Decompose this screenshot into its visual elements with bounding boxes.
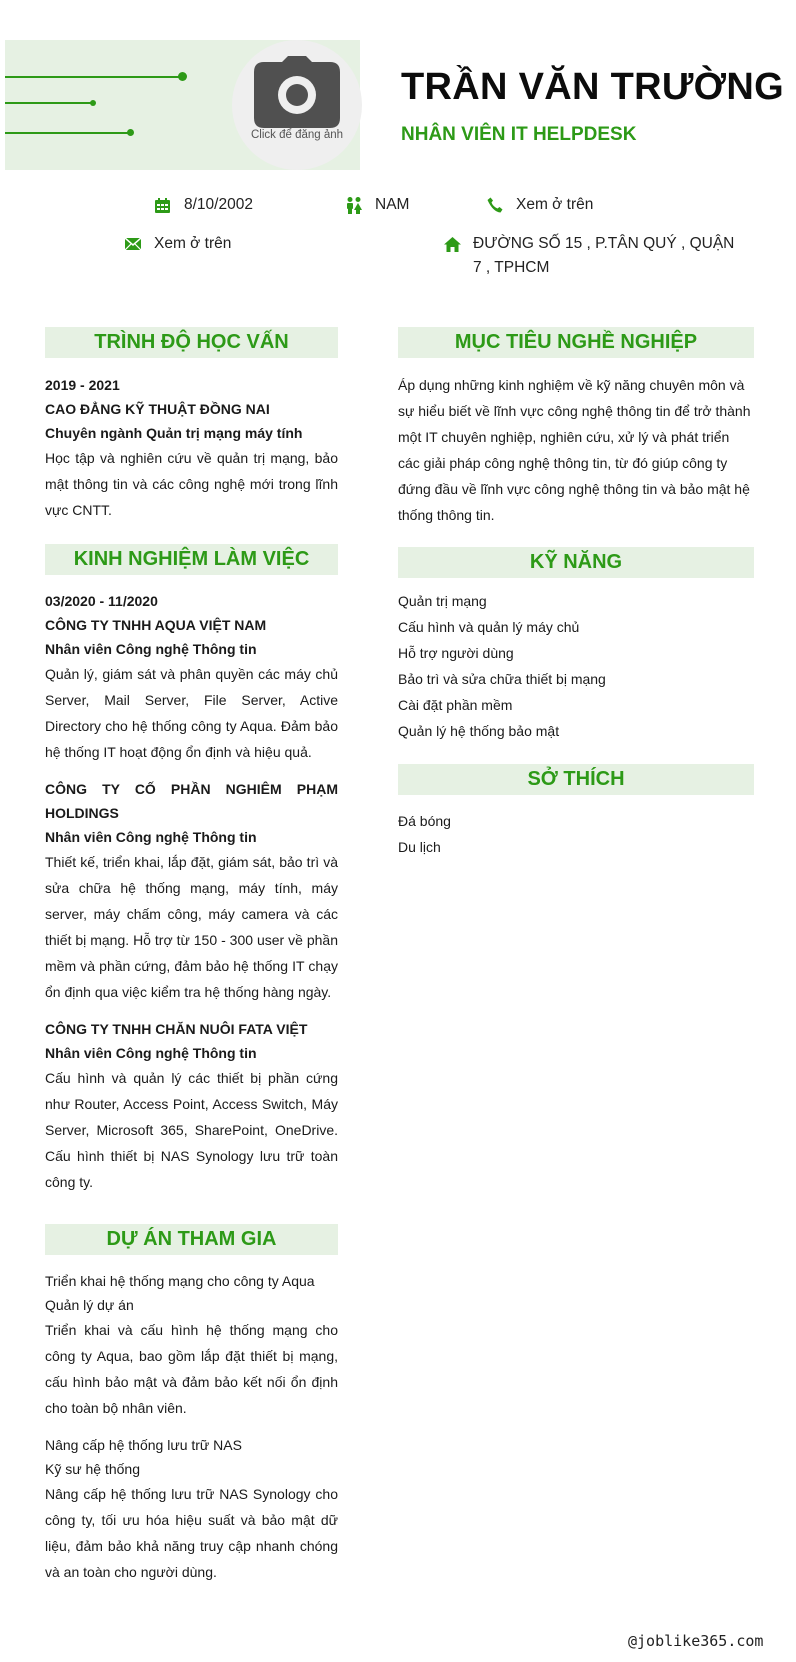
- objective-text: Áp dụng những kinh nghiệm về kỹ năng chuyên môn và sự hiểu biết về lĩnh vực công nghệ thông tin để trở thành một IT chuyên nghiệp, nghiên cứu, xử lý và phát triển các giải pháp công nghệ thông tin, từ đó giúp công ty đứng đầu về lĩnh vực công nghệ thông tin và bảo mật hệ thống thông tin.: [398, 377, 751, 523]
- projects-heading: DỰ ÁN THAM GIA: [45, 1224, 338, 1255]
- home-icon: [444, 232, 461, 256]
- experience-role: Nhân viên Công nghệ Thông tin: [45, 1045, 257, 1061]
- contact-birthday: [155, 193, 253, 217]
- education-period: 2019 - 2021: [45, 377, 120, 393]
- projects-list: [45, 1269, 338, 1585]
- hobbies-list: [398, 808, 754, 860]
- contact-address: [444, 232, 744, 280]
- address-value: ĐƯỜNG SỐ 15 , P.TÂN QUÝ , QUẬN 7 , TPHCM: [473, 235, 735, 276]
- experience-item: [45, 777, 338, 1005]
- skill-item: Cài đặt phần mềm: [398, 697, 513, 713]
- phone-icon: [487, 193, 504, 217]
- phone-value: Xem ở trên: [516, 196, 594, 213]
- photo-upload-label: Click để đăng ảnh: [250, 129, 344, 141]
- email-value: Xem ở trên: [154, 235, 232, 252]
- experience-company: CÔNG TY TNHH CHĂN NUÔI FATA VIỆT: [45, 1021, 308, 1037]
- objective-heading: MỤC TIÊU NGHỀ NGHIỆP: [398, 327, 754, 358]
- camera-icon: [254, 56, 340, 128]
- skill-item: Bảo trì và sửa chữa thiết bị mạng: [398, 671, 606, 687]
- project-role: Kỹ sư hệ thống: [45, 1461, 140, 1477]
- profile-photo-upload[interactable]: [232, 40, 362, 170]
- decorative-dot: [178, 72, 187, 81]
- education-school: CAO ĐẲNG KỸ THUẬT ĐỒNG NAI: [45, 401, 270, 417]
- project-item: [45, 1269, 338, 1421]
- site-watermark: @joblike365.com: [628, 1632, 764, 1650]
- experience-company: CÔNG TY CỐ PHẦN NGHIÊM PHẠM HOLDINGS: [45, 781, 338, 821]
- experience-heading: KINH NGHIỆM LÀM VIỆC: [45, 544, 338, 575]
- project-role: Quản lý dự án: [45, 1297, 134, 1313]
- calendar-icon: [155, 193, 172, 217]
- email-icon: [125, 232, 142, 256]
- experience-period: 03/2020 - 11/2020: [45, 593, 158, 609]
- education-description: Học tập và nghiên cứu về quản trị mạng, bảo mật thông tin và các công nghệ mới trong lĩnh vực CNTT.: [45, 450, 338, 518]
- education-heading: TRÌNH ĐỘ HỌC VẤN: [45, 327, 338, 358]
- project-item: [45, 1433, 338, 1585]
- candidate-name: TRẦN VĂN TRƯỜNG: [401, 66, 784, 108]
- skill-item: Cấu hình và quản lý máy chủ: [398, 619, 580, 635]
- hobby-item: Du lịch: [398, 839, 441, 855]
- experience-description: Thiết kế, triển khai, lắp đặt, giám sát, bảo trì và sửa chữa hệ thống mạng, máy tính, máy server, máy chấm công, máy camera và các thiết bị mạng. Hỗ trợ từ 150 - 300 user về phần mềm và phần cứng, đảm bảo hệ thống IT chạy ổn định qua việc kiểm tra hệ thống hàng ngày.: [45, 854, 338, 1000]
- decorative-line: [5, 132, 130, 134]
- project-description: Nâng cấp hệ thống lưu trữ NAS Synology cho công ty, tối ưu hóa hiệu suất và bảo mật dữ liệu, đảm bảo khả năng truy cập nhanh chóng và an toàn cho người dùng.: [45, 1486, 338, 1580]
- education-major: Chuyên ngành Quản trị mạng máy tính: [45, 425, 303, 441]
- job-title: NHÂN VIÊN IT HELPDESK: [401, 124, 637, 145]
- hobby-item: Đá bóng: [398, 813, 451, 829]
- experience-company: CÔNG TY TNHH AQUA VIỆT NAM: [45, 617, 267, 633]
- decorative-line: [5, 102, 93, 104]
- experience-role: Nhân viên Công nghệ Thông tin: [45, 641, 257, 657]
- skill-item: Hỗ trợ người dùng: [398, 645, 514, 661]
- project-name: Triển khai hệ thống mạng cho công ty Aqua: [45, 1273, 315, 1289]
- decorative-dot: [127, 129, 134, 136]
- experience-role: Nhân viên Công nghệ Thông tin: [45, 829, 257, 845]
- experience-list: [45, 589, 338, 1195]
- contact-phone: [487, 193, 593, 217]
- gender-icon: [346, 193, 363, 217]
- decorative-dot: [90, 100, 96, 106]
- experience-item: [45, 1017, 338, 1195]
- project-description: Triển khai và cấu hình hệ thống mạng cho công ty Aqua, bao gồm lắp đặt thiết bị mạng, cấu hình bảo mật và đảm bảo kết nối ổn định cho toàn bộ nhân viên.: [45, 1322, 338, 1416]
- experience-item: [45, 589, 338, 765]
- experience-description: Cấu hình và quản lý các thiết bị phần cứng như Router, Access Point, Access Switch, Máy Server, Microsoft 365, SharePoint, OneDrive. Cấu hình thiết bị NAS Synology lưu trữ toàn công ty.: [45, 1070, 338, 1190]
- birthday-value: 8/10/2002: [184, 196, 253, 213]
- hobbies-heading: SỞ THÍCH: [398, 764, 754, 795]
- skill-item: Quản trị mạng: [398, 593, 487, 609]
- skills-heading: KỸ NĂNG: [398, 547, 754, 578]
- contact-email: [125, 232, 231, 256]
- decorative-line: [5, 76, 183, 78]
- project-name: Nâng cấp hệ thống lưu trữ NAS: [45, 1437, 242, 1453]
- gender-value: NAM: [375, 196, 410, 213]
- education-entry: [45, 373, 338, 523]
- skill-item: Quản lý hệ thống bảo mật: [398, 723, 560, 739]
- contact-gender: [346, 193, 409, 217]
- skills-list: [398, 588, 754, 744]
- experience-description: Quản lý, giám sát và phân quyền các máy chủ Server, Mail Server, File Server, Active Directory cho hệ thống công ty Aqua. Đảm bảo hệ thống IT hoạt động ổn định và hiệu quả.: [45, 666, 338, 760]
